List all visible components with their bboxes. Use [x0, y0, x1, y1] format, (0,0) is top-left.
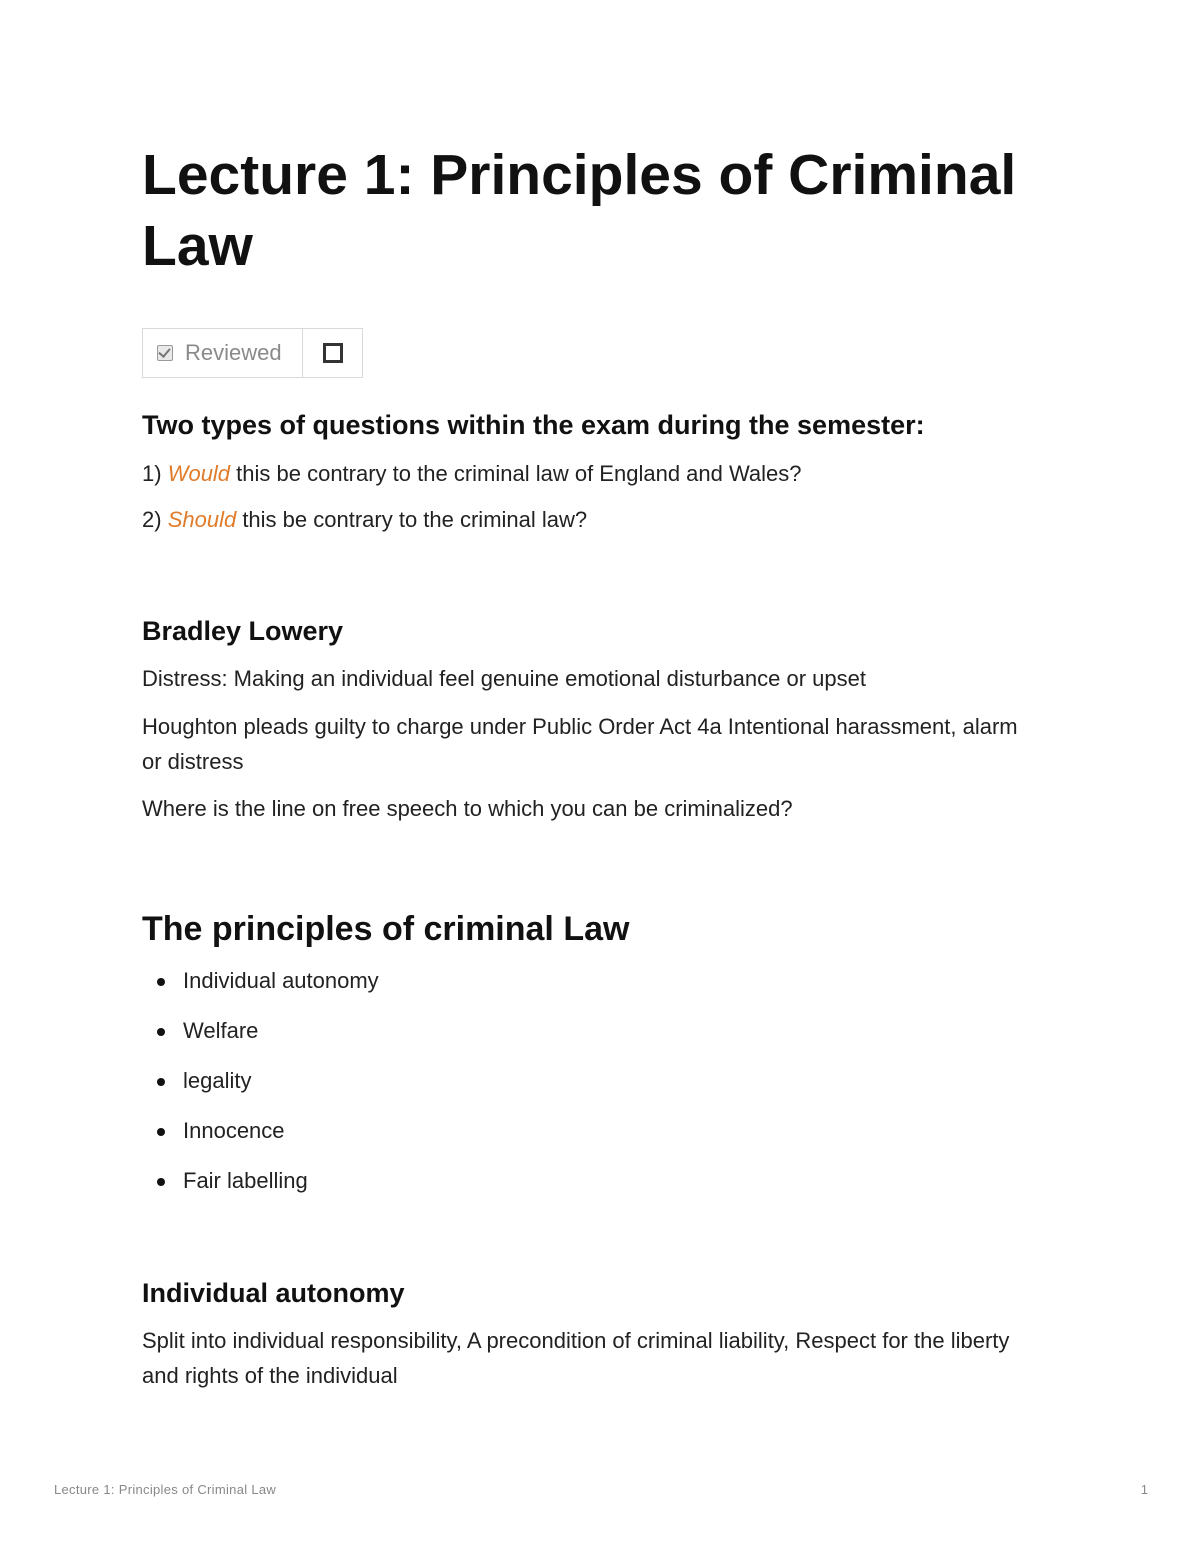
property-value-cell: [303, 329, 362, 377]
page-title: Lecture 1: Principles of Criminal Law: [142, 143, 1017, 278]
question-number: 2): [142, 507, 162, 532]
question-emphasis: Would: [167, 461, 231, 486]
question-text: this be contrary to the criminal law?: [236, 507, 588, 532]
paragraph-free-speech-question: Where is the line on free speech to which you can be criminalized?: [142, 796, 793, 821]
section-heading-exam-questions: Two types of questions within the exam during the semester:: [142, 410, 925, 440]
question-number: 1): [142, 461, 162, 486]
paragraph-distress-definition: Distress: Making an individual feel genuine emotional disturbance or upset: [142, 666, 866, 691]
question-should: [142, 502, 1022, 537]
section-heading-individual-autonomy: Individual autonomy: [142, 1278, 405, 1308]
checkbox-property-icon: [157, 345, 173, 361]
property-name-label: Reviewed: [185, 340, 282, 365]
section-heading-principles: The principles of criminal Law: [142, 910, 630, 948]
property-row-reviewed: [142, 328, 363, 378]
reviewed-checkbox[interactable]: [323, 343, 343, 363]
list-item: Fair labelling: [142, 1163, 379, 1213]
question-text: this be contrary to the criminal law of England and Wales?: [230, 461, 802, 486]
question-emphasis: Should: [167, 507, 237, 532]
paragraph-autonomy-split: Split into individual responsibility, A precondition of criminal liability, Respect for the liberty and rights of the individual: [142, 1328, 1010, 1388]
footer-document-title: Lecture 1: Principles of Criminal Law: [54, 1482, 277, 1497]
principles-list: [142, 963, 379, 1213]
list-item: Individual autonomy: [142, 963, 379, 1013]
list-item: Innocence: [142, 1113, 379, 1163]
paragraph-houghton-plea: Houghton pleads guilty to charge under Public Order Act 4a Intentional harassment, alarm or distress: [142, 714, 1018, 774]
question-would: [142, 456, 1022, 491]
list-item: Welfare: [142, 1013, 379, 1063]
section-heading-bradley-lowery: Bradley Lowery: [142, 616, 344, 646]
property-name-cell: [143, 329, 303, 377]
list-item: legality: [142, 1063, 379, 1113]
footer-page-number: 1: [1140, 1482, 1148, 1497]
